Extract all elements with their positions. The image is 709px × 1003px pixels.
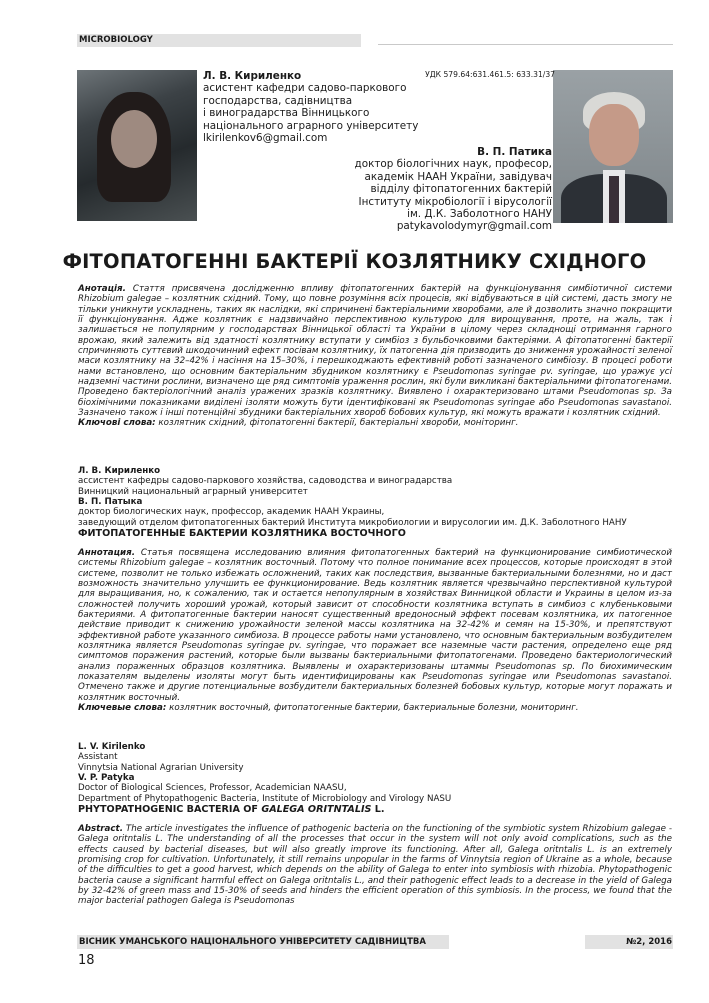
author2-en-line: Department of Phytopathogenic Bacteria, Institute of Microbiology and Virology NASU xyxy=(78,793,452,804)
author1-ru-line: ассистент кафедры садово-паркового хозяйства, садоводства и виноградарства xyxy=(78,476,453,487)
author1-ua-name: Л. В. Кириленко xyxy=(203,70,302,82)
author2-ru-line: заведующий отделом фитопатогенных бактерий Института микробиологии и вирусологии им. Д.К. Заболотного НАНУ xyxy=(78,517,627,528)
abstract-ua xyxy=(78,284,672,429)
author1-ua-line: і виноградарства Вінницького xyxy=(203,107,370,120)
abstract-en-label: Abstract. xyxy=(78,824,124,834)
udk-code: УДК 579.64:631.461.5: 633.31/37 xyxy=(425,70,555,79)
footer-journal-title: ВІСНИК УМАНСЬКОГО НАЦІОНАЛЬНОГО УНІВЕРСИТЕТУ САДІВНИЦТВА xyxy=(79,937,426,947)
author2-ua-name: В. П. Патика xyxy=(477,146,552,158)
abstract-ru-label: Аннотация. xyxy=(78,548,135,558)
author2-ua-line: Інституту мікробіології і вірусології xyxy=(358,195,552,208)
abstract-ua-label: Анотація. xyxy=(78,284,126,294)
author2-ua-line: доктор біологічних наук, професор, xyxy=(354,158,552,171)
author1-ru-name: Л. В. Кириленко xyxy=(78,466,161,476)
keywords-ru-label: Ключевые слова: xyxy=(78,703,167,714)
author2-en-name: V. P. Patyka xyxy=(78,773,135,784)
author1-ru-line: Винницкий национальный аграрный университет xyxy=(78,486,308,497)
footer-issue: №2, 2016 xyxy=(626,937,672,947)
author2-ua-line: академік НААН України, завідувач xyxy=(364,170,552,183)
article-title-ua: ФІТОПАТОГЕННІ БАКТЕРІЇ КОЗЛЯТНИКУ СХІДНОГО xyxy=(62,250,647,273)
author2-en-line: Doctor of Biological Sciences, Professor, Academician NAASU, xyxy=(78,783,347,794)
author1-en-line: Assistant xyxy=(78,752,118,763)
abstract-ua-text: Стаття присвячена дослідженню впливу фітопатогенних бактерій на функціонування симбіотичної системи Rhizobium galegae – козлятник східний. Тому, що повне розуміння всіх процесів, які відбуваються в цій системі, дасть змогу не тільки уникнути ускладнень, таких як наслідки, які спричинені бактеріальними хворобами, але й дозволить значно покращити її функціонування. Адже козлятник є надзвичайно перспективною культурою для вирощування, проте, на жаль, так і залишається не популярним у господарствах Вінницької області та України в цілому через складнощі отримання гарного врожаю, який залежить від здатності козлятнику вступати у симбіоз з бульбочковими бактеріями. А фітопатогенні бактерії спричиняють суттєвий шкодочинний ефект посівам козлятнику, їх патогенна дія призводить до зниження урожайності зеленої маси козлятнику на 32–42% і насіння на 15–30%, і перешкоджають ефективній роботі зазначеного симбіозу. В процесі роботи нами встановлено, що основним бактеріальним збудником козлятнику є Pseudomonas syringae pv. syringae, що уражує усі надземні частини рослини, визначено ще ряд симптомів ураження рослин, які були викликані бактеріальними фітопатогенами. Проведено бактеріологічний аналіз уражених зразків козлятнику. Виявлено і охарактеризовано штами Pseudomonas sp. За біохімічними показниками виділені ізоляти можуть бути ідентифіковані як Pseudomonas syringae або Pseudomonas savastanoi. Зазначено також і інші потенційні збудники бактеріальних хвороб бобових культур, які можуть вражати і козлятник східний. xyxy=(78,284,672,419)
author1-photo xyxy=(77,70,197,221)
abstract-ru xyxy=(78,548,672,714)
article-title-ru: ФИТОПАТОГЕННЫЕ БАКТЕРИИ КОЗЛЯТНИКА ВОСТОЧНОГО xyxy=(78,528,406,540)
authors-ru-block xyxy=(78,466,672,539)
abstract-en-text: The article investigates the influence of pathogenic bacteria on the functioning of the symbiotic system Rhizobium galegae - Galega oritntalis L. The understanding of all the processes that occur in the system will not only avoid complications, such as the effects caused by bacterial diseases, but will also greatly improve its functioning. After all, Galega oritntalis L. is an extremely promising crop for cultivation. Unfortunately, it still remains unpopular in the farms of Vinnytsia region of Ukraine as a whole, because of the difficulties to get a good harvest, which depends on the ability of Galega to enter into symbiosis with rhizobia. Phytopathogenic bacteria cause a significant harmful effect on Galega oritntalis L., and their pathogenic effect leads to a decrease in the yield of Galega by 32-42% of green mass and 15-30% of seeds and hinders the efficient operation of this symbiosis. In the process, we found that the major bacterial pathogen Galega is Pseudomonas xyxy=(78,824,672,907)
authors-en-block xyxy=(78,742,672,815)
author2-ru-name: В. П. Патыка xyxy=(78,497,143,508)
abstract-ru-text: Статья посвящена исследованию влияния фитопатогенных бактерий на функционирование симбиотической системы Rhizobium galegae – козлятник восточный. Потому что полное понимание всех процессов, которые происходят в этой системе, позволит не только избежать осложнений, таких как последствия, вызванные бактериальными болезнями, но и даст возможность значительно улучшить ее функционирование. Ведь козлятник является чрезвычайно перспективной культурой для выращивания, но, к сожалению, так и остается непопулярным в хозяйствах Винницкой области и Украины в целом из-за сложностей получить хороший урожай, который зависит от способности козлятника вступать в симбиоз с клубеньковыми бактериями. А фитопатогенные бактерии наносят существенный вредоносный эффект посевам козлятника, их патогенное действие приводит к снижению урожайности зеленой массы козлятника на 32-42% и семян на 15-30%, и препятствуют эффективной работе указанного симбиоза. В процессе работы нами установлено, что основным бактериальным возбудителем козлятника является Pseudomonas syringae pv. syringae, что поражает все наземные части растения, определено еще ряд симптомов поражения растений, которые были вызваны бактериальными фитопатогенами. Проведено бактериологический анализ пораженных образцов козлятника. Выявлены и охарактеризованы штаммы Pseudomonas sp. По биохимическим показателям выделены изоляты могут быть идентифицированы как Pseudomonas syringae или Pseudomonas savastanoi. Отмечено также и другие потенциальные возбудители бактериальных болезней бобовых культур, которые могут поражать и козлятник восточный. xyxy=(78,548,672,703)
header-rule xyxy=(378,44,673,45)
author1-ua-line: господарства, садівництва xyxy=(203,94,353,107)
author2-ru-line: доктор биологических наук, профессор, академик НААН Украины, xyxy=(78,507,385,518)
author1-email-link[interactable]: lkirilenkov6@gmail.com xyxy=(203,132,328,145)
author2-ua-block xyxy=(355,146,552,233)
keywords-ua-label: Ключові слова: xyxy=(78,418,156,429)
author1-ua-line: національного аграрного університету xyxy=(203,119,419,132)
author1-ua-line: асистент кафедри садово-паркового xyxy=(203,82,407,95)
author2-email-link[interactable]: patykavolodymyr@gmail.com xyxy=(396,220,552,233)
author2-ua-line: ім. Д.К. Заболотного НАНУ xyxy=(407,208,552,221)
author2-ua-line: відділу фітопатогенних бактерій xyxy=(370,183,552,196)
page-number: 18 xyxy=(78,953,95,968)
keywords-ua-text: козлятник східний, фітопатогенні бактерії, бактеріальні хвороби, моніторинг. xyxy=(155,418,519,429)
author2-photo xyxy=(553,70,673,223)
abstract-en xyxy=(78,824,672,907)
author1-en-line: Vinnytsia National Agrarian University xyxy=(78,762,244,773)
article-title-en: PHYTOPATHOGENIC BACTERIA OF GALEGA ORITNTALIS L. xyxy=(78,804,385,816)
keywords-ru-text: козлятник восточный, фитопатогенные бактерии, бактериальные болезни, мониторинг. xyxy=(166,703,579,714)
author1-en-name: L. V. Kirilenko xyxy=(78,742,146,752)
author1-ua-block xyxy=(203,70,418,144)
section-label: MICROBIOLOGY xyxy=(79,35,153,45)
